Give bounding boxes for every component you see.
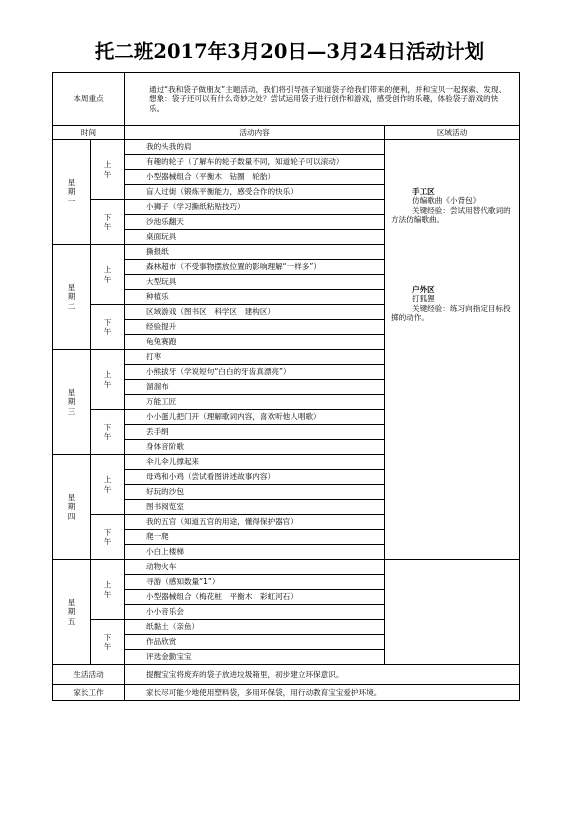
activity-item: 桌面玩具 [125, 230, 385, 245]
activity-item: 打枣 [125, 350, 385, 365]
morning-label: 上 午 [91, 140, 125, 200]
week-focus-text: 通过“我和袋子做朋友”主题活动，我们将引导孩子知道袋子给我们带来的便利，并和宝贝一起探索、发现、想象：袋子还可以有什么奇妙之处？尝试运用袋子进行创作和游戏，感受创作的乐趣，体验袋子游戏的快乐。 [125, 73, 520, 126]
week-focus-row [53, 73, 520, 126]
craft-area-key: 关键经验：尝试用替代歌词的方法仿编歌曲。 [391, 205, 511, 225]
afternoon-label: 下 午 [91, 620, 125, 665]
afternoon-label: 下 午 [91, 200, 125, 245]
area-blank-cell [385, 560, 520, 665]
activity-item: 龟兔赛跑 [125, 335, 385, 350]
activity-item: 小小蛋儿把门开（理解歌词内容，喜欢听他人唱歌） [125, 410, 385, 425]
life-activity-text: 提醒宝宝将废弃的袋子放进垃圾箱里，初步建立环保意识。 [125, 665, 520, 685]
activity-item: 盲人过街（锻炼平衡能力，感受合作的快乐） [125, 185, 385, 200]
outdoor-area-title: 户外区 [412, 284, 435, 294]
morning-label: 上 午 [91, 350, 125, 410]
afternoon-label: 下 午 [91, 515, 125, 560]
day-label: 星 期 五 [53, 560, 91, 665]
activity-item: 溜溜布 [125, 380, 385, 395]
activity-item: 小小音乐会 [125, 605, 385, 620]
day-label: 星 期 三 [53, 350, 91, 455]
activity-item: 大型玩具 [125, 275, 385, 290]
afternoon-label: 下 午 [91, 410, 125, 455]
activity-item: 小狮子（学习撕纸粘贴技巧） [125, 200, 385, 215]
activity-item: 母鸡和小鸡（尝试看图讲述故事内容） [125, 470, 385, 485]
activity-item: 有趣的轮子（了解车的轮子数量不同，知道轮子可以滚动） [125, 155, 385, 170]
activity-item: 作品欣赏 [125, 635, 385, 650]
craft-area-title: 手工区 [412, 187, 435, 196]
parent-work-row [53, 685, 520, 701]
life-activity-row [53, 665, 520, 685]
week-focus-label: 本周重点 [53, 73, 125, 126]
area-activities-cell [385, 140, 520, 560]
activity-item: 沙池乐翻天 [125, 215, 385, 230]
activity-plan-table [52, 72, 520, 701]
parent-work-label: 家长工作 [53, 685, 125, 701]
activity-item: 纸黏土（亲鱼） [125, 620, 385, 635]
morning-label: 上 午 [91, 245, 125, 305]
activity-item: 森林超市（不受事物摆放位置的影响理解“一样多”） [125, 260, 385, 275]
activity-item: 我的头我的肩 [125, 140, 385, 155]
day-label: 星 期 四 [53, 455, 91, 560]
header-area: 区域活动 [385, 126, 520, 140]
activity-item: 我的五官（知道五官的用途，懂得保护器官） [125, 515, 385, 530]
activity-item: 身体音阶歌 [125, 440, 385, 455]
activity-item: 小型器械组合（梅花桩 平衡木 彩虹河石） [125, 590, 385, 605]
activity-item: 伞儿伞儿撑起来 [125, 455, 385, 470]
life-activity-label: 生活活动 [53, 665, 125, 685]
activity-item: 爬一爬 [125, 530, 385, 545]
header-time: 时间 [53, 126, 125, 140]
activity-item: 图书阅览室 [125, 500, 385, 515]
day-label: 星 期 一 [53, 140, 91, 245]
activity-item: 评选金勤宝宝 [125, 650, 385, 665]
activity-row [53, 140, 520, 155]
activity-item: 小熊拔牙（学说短句“白白的牙齿真漂亮”） [125, 365, 385, 380]
day-label: 星 期 二 [53, 245, 91, 350]
morning-label: 上 午 [91, 560, 125, 620]
outdoor-area-key: 关键经验：练习向指定目标投掷的动作。 [391, 303, 511, 323]
afternoon-label: 下 午 [91, 305, 125, 350]
header-row [53, 126, 520, 140]
activity-item: 小型器械组合（平衡木 钻圈 轮胎） [125, 170, 385, 185]
craft-area-item: 仿编歌曲《小背包》 [412, 196, 481, 206]
activity-item: 动物火车 [125, 560, 385, 575]
outdoor-area-item: 打狐狸 [412, 294, 435, 304]
activity-item: 撕报纸 [125, 245, 385, 260]
morning-label: 上 午 [91, 455, 125, 515]
header-content: 活动内容 [125, 126, 385, 140]
activity-item: 小白上楼梯 [125, 545, 385, 560]
activity-item: 丢手绢 [125, 425, 385, 440]
parent-work-text: 家长尽可能少地使用塑料袋，多用环保袋，用行动教育宝宝爱护环境。 [125, 685, 520, 701]
activity-item: 万能工匠 [125, 395, 385, 410]
activity-item: 经验提升 [125, 320, 385, 335]
activity-item: 好玩的沙包 [125, 485, 385, 500]
page-title: 托二班2017年3月20日—3月24日活动计划 [94, 40, 485, 63]
activity-item: 区域游戏（图书区 科学区 建构区） [125, 305, 385, 320]
activity-item: 寻游（感知数量“1”） [125, 575, 385, 590]
activity-item: 种植乐 [125, 290, 385, 305]
